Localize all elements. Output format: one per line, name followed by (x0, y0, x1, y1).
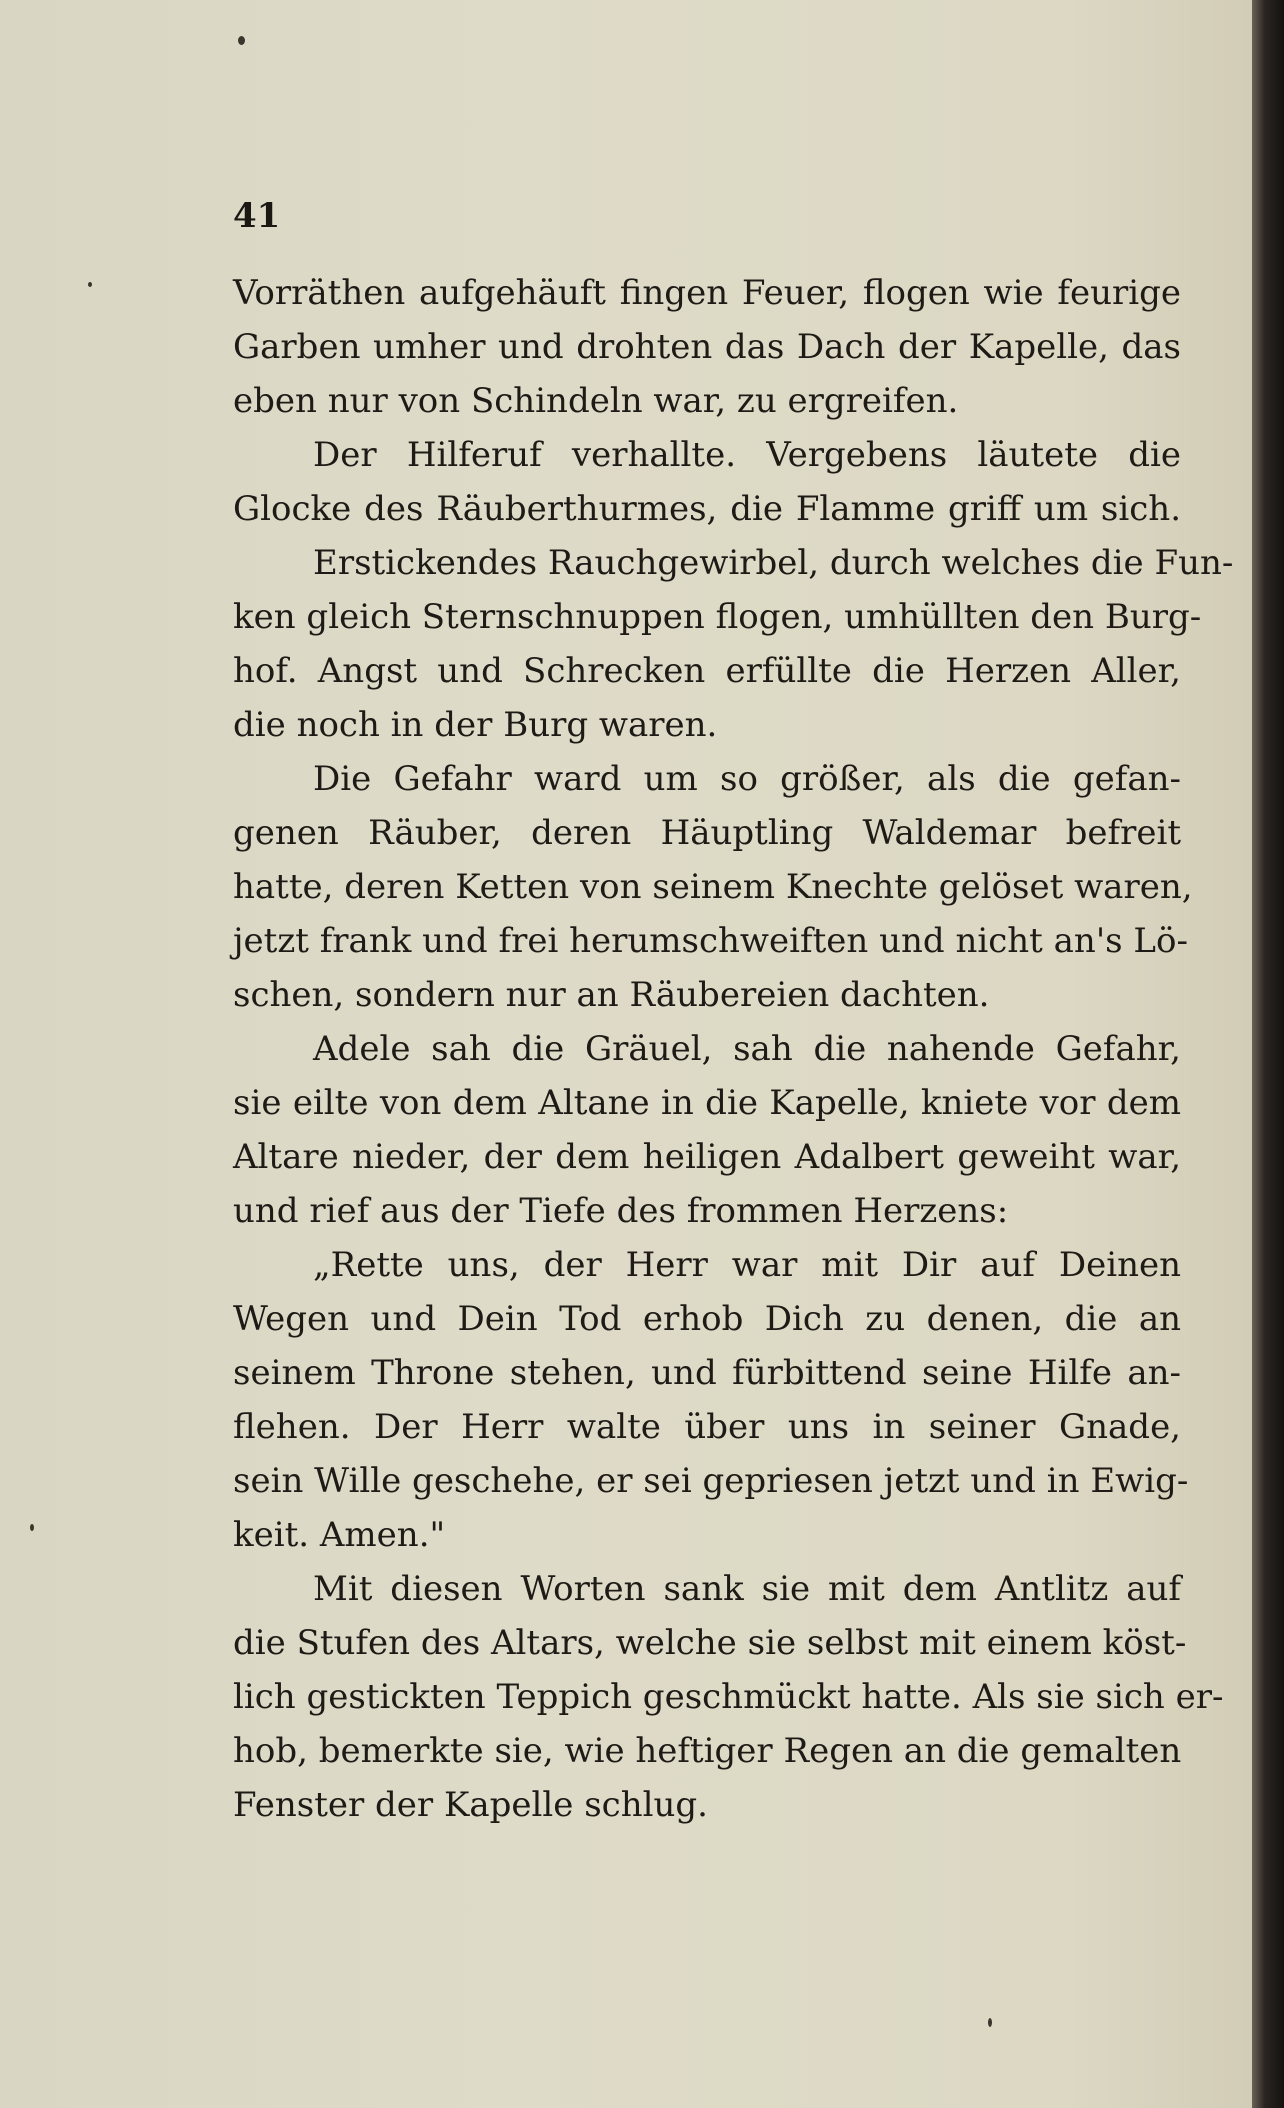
text-line: die Stufen des Altars, welche sie selbst mit einem köst- (233, 1623, 1187, 1663)
paragraph (233, 1238, 1189, 1562)
page-number: 41 (233, 196, 281, 236)
text-line: Fenster der Kapelle schlug. (233, 1785, 708, 1825)
text-line: Mit diesen Worten sank sie mit dem Antlitz auf (313, 1569, 1181, 1609)
paragraph (233, 1022, 1181, 1238)
paragraph (233, 266, 1181, 428)
text-line: „Rette uns, der Herr war mit Dir auf Deinen (313, 1245, 1181, 1285)
text-line: hof. Angst und Schrecken erfüllte die Herzen Aller, (233, 651, 1181, 691)
text-line: Altare nieder, der dem heiligen Adalbert geweiht war, (233, 1137, 1181, 1177)
text-line: sie eilte von dem Altane in die Kapelle, kniete vor dem (233, 1083, 1181, 1123)
paragraph (233, 752, 1193, 1022)
paragraph (233, 1562, 1224, 1832)
paragraph (233, 428, 1181, 536)
ink-speck (238, 36, 245, 45)
text-line: Adele sah die Gräuel, sah die nahende Gefahr, (313, 1029, 1181, 1069)
text-line: Wegen und Dein Tod erhob Dich zu denen, die an (233, 1299, 1181, 1339)
text-line: flehen. Der Herr walte über uns in seiner Gnade, (233, 1407, 1181, 1447)
text-line: schen, sondern nur an Räubereien dachten. (233, 975, 990, 1015)
ink-speck (988, 2018, 992, 2027)
body-text (233, 266, 1234, 1832)
text-line: Der Hilferuf verhallte. Vergebens läutete die (313, 435, 1181, 475)
text-line: Die Gefahr ward um so größer, als die gefan- (313, 759, 1181, 799)
text-line: Glocke des Räuberthurmes, die Flamme griff um sich. (233, 489, 1181, 529)
text-line: Vorräthen aufgehäuft fingen Feuer, flogen wie feurige (233, 273, 1181, 313)
text-line: hatte, deren Ketten von seinem Knechte gelöset waren, (233, 867, 1193, 907)
text-line: eben nur von Schindeln war, zu ergreifen. (233, 381, 959, 421)
text-line: jetzt frank und frei herumschweiften und nicht an's Lö- (233, 921, 1188, 961)
text-line: Garben umher und drohten das Dach der Kapelle, das (233, 327, 1181, 367)
book-spine-shadow (1252, 0, 1284, 2108)
ink-speck (88, 282, 92, 287)
text-line: ken gleich Sternschnuppen flogen, umhüllten den Burg- (233, 597, 1202, 637)
text-line: und rief aus der Tiefe des frommen Herzens: (233, 1191, 1009, 1231)
text-line: sein Wille geschehe, er sei gepriesen jetzt und in Ewig- (233, 1461, 1189, 1501)
text-line: hob, bemerkte sie, wie heftiger Regen an die gemalten (233, 1731, 1182, 1771)
paragraph (233, 536, 1234, 752)
text-line: keit. Amen." (233, 1515, 446, 1555)
text-line: genen Räuber, deren Häuptling Waldemar befreit (233, 813, 1181, 853)
text-line: lich gestickten Teppich geschmückt hatte. Als sie sich er- (233, 1677, 1224, 1717)
ink-speck (30, 1524, 34, 1531)
text-line: die noch in der Burg waren. (233, 705, 718, 745)
text-line: seinem Throne stehen, und fürbittend seine Hilfe an- (233, 1353, 1181, 1393)
text-line: Erstickendes Rauchgewirbel, durch welches die Fun- (313, 543, 1234, 583)
